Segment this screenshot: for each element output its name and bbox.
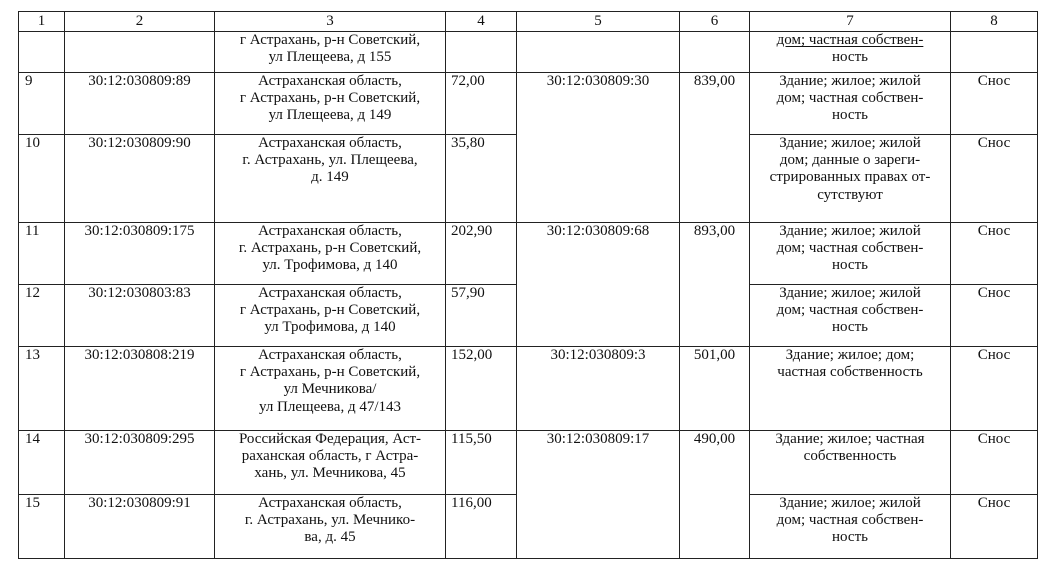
parcel-number-cell <box>517 32 680 73</box>
table-row <box>19 73 1038 135</box>
action-cell <box>951 32 1038 73</box>
address-line: Астраханская область, <box>258 495 402 511</box>
description-line: ность <box>832 49 868 66</box>
building-area-cell: 152,00 <box>446 347 517 431</box>
description-cell <box>750 73 951 135</box>
parcel-area-cell: 893,00 <box>680 223 750 347</box>
row-number-cell <box>19 32 65 73</box>
action-cell: Снос <box>951 431 1038 495</box>
address-line: раханская область, г Астра- <box>241 448 419 465</box>
building-area-cell: 202,90 <box>446 223 517 285</box>
description-line: ность <box>832 529 868 546</box>
header-cell: 8 <box>951 12 1038 32</box>
header-cell: 7 <box>750 12 951 32</box>
cadastral-number-cell: 30:12:030809:175 <box>65 223 215 285</box>
description-line: дом; частная собствен- <box>776 512 924 529</box>
description-cell <box>750 495 951 559</box>
address-line: ул Трофимова, д 140 <box>264 319 396 336</box>
address-cell <box>215 347 446 431</box>
description-line: Здание; жилое; жилой <box>779 285 921 301</box>
buildings-table <box>18 11 1038 559</box>
row-number-cell: 10 <box>19 135 65 223</box>
description-line: Здание; жилое; дом; <box>785 347 915 363</box>
address-line: Астраханская область, <box>258 347 402 363</box>
address-cell <box>215 285 446 347</box>
header-cell: 6 <box>680 12 750 32</box>
address-line: хань, ул. Мечникова, 45 <box>254 465 406 482</box>
address-cell <box>215 32 446 73</box>
header-row <box>19 12 1038 32</box>
address-line: Астраханская область, <box>258 223 402 239</box>
row-number-cell: 9 <box>19 73 65 135</box>
cadastral-number-cell: 30:12:030809:90 <box>65 135 215 223</box>
address-line: ул Мечникова/ <box>283 381 377 398</box>
parcel-area-cell: 501,00 <box>680 347 750 431</box>
action-cell: Снос <box>951 347 1038 431</box>
address-line: г. Астрахань, ул. Плещеева, <box>242 152 418 169</box>
building-area-cell: 35,80 <box>446 135 517 223</box>
description-cell <box>750 285 951 347</box>
header-cell: 1 <box>19 12 65 32</box>
description-line: собственность <box>803 448 897 465</box>
description-cell <box>750 135 951 223</box>
description-line: стрированных правах от- <box>769 169 931 186</box>
row-number-cell: 14 <box>19 431 65 495</box>
cadastral-number-cell: 30:12:030809:91 <box>65 495 215 559</box>
building-area-cell <box>446 32 517 73</box>
parcel-number-cell: 30:12:030809:68 <box>517 223 680 347</box>
parcel-area-cell <box>680 32 750 73</box>
address-line: ул. Трофимова, д 140 <box>262 257 398 274</box>
description-line: Здание; жилое; жилой <box>779 73 921 89</box>
header-cell: 5 <box>517 12 680 32</box>
address-line: г Астрахань, р-н Советский, <box>239 32 421 48</box>
description-line: дом; данные о зареги- <box>779 152 921 169</box>
row-number-cell: 15 <box>19 495 65 559</box>
address-line: ул Плещеева, д 149 <box>268 107 392 124</box>
row-number-cell: 12 <box>19 285 65 347</box>
header-cell: 4 <box>446 12 517 32</box>
address-line: Астраханская область, <box>258 73 402 89</box>
address-line: Астраханская область, <box>258 135 402 151</box>
description-line: Здание; жилое; частная <box>775 431 925 447</box>
address-line: г. Астрахань, ул. Мечнико- <box>244 512 416 529</box>
action-cell: Снос <box>951 223 1038 285</box>
table-row <box>19 347 1038 431</box>
header-cell: 3 <box>215 12 446 32</box>
description-line: Здание; жилое; жилой <box>779 223 921 239</box>
cadastral-number-cell <box>65 32 215 73</box>
address-line: г. Астрахань, р-н Советский, <box>238 240 422 257</box>
description-line: дом; частная собствен- <box>776 32 924 48</box>
description-line: дом; частная собствен- <box>776 90 924 107</box>
cadastral-number-cell: 30:12:030809:89 <box>65 73 215 135</box>
building-area-cell: 116,00 <box>446 495 517 559</box>
cadastral-number-cell: 30:12:030808:219 <box>65 347 215 431</box>
table-row <box>19 431 1038 495</box>
description-line: частная собственность <box>777 364 923 381</box>
description-line: ность <box>832 107 868 124</box>
address-line: Российская Федерация, Аст- <box>238 431 422 447</box>
parcel-number-cell: 30:12:030809:17 <box>517 431 680 559</box>
address-line: Астраханская область, <box>258 285 402 301</box>
row-number-cell: 13 <box>19 347 65 431</box>
description-line: сутствуют <box>817 186 883 203</box>
cadastral-number-cell: 30:12:030809:295 <box>65 431 215 495</box>
action-cell: Снос <box>951 495 1038 559</box>
address-line: ул Плещеева, д 47/143 <box>258 398 401 415</box>
address-cell <box>215 495 446 559</box>
building-area-cell: 72,00 <box>446 73 517 135</box>
action-cell: Снос <box>951 73 1038 135</box>
description-line: ность <box>832 257 868 274</box>
parcel-number-cell: 30:12:030809:30 <box>517 73 680 223</box>
description-cell <box>750 431 951 495</box>
row-number-cell: 11 <box>19 223 65 285</box>
parcel-area-cell: 490,00 <box>680 431 750 559</box>
address-line: д. 149 <box>311 169 349 186</box>
address-line: г Астрахань, р-н Советский, <box>239 90 421 107</box>
description-cell <box>750 347 951 431</box>
table-row <box>19 32 1038 73</box>
table-row <box>19 223 1038 285</box>
description-line: дом; частная собствен- <box>776 302 924 319</box>
building-area-cell: 57,90 <box>446 285 517 347</box>
description-line: дом; частная собствен- <box>776 240 924 257</box>
address-line: г Астрахань, р-н Советский, <box>239 302 421 319</box>
address-cell <box>215 431 446 495</box>
address-line: ва, д. 45 <box>304 529 356 546</box>
parcel-number-cell: 30:12:030809:3 <box>517 347 680 431</box>
building-area-cell: 115,50 <box>446 431 517 495</box>
description-cell <box>750 32 951 73</box>
cadastral-number-cell: 30:12:030803:83 <box>65 285 215 347</box>
description-line: ность <box>832 319 868 336</box>
address-line: г Астрахань, р-н Советский, <box>239 364 421 381</box>
action-cell: Снос <box>951 135 1038 223</box>
address-cell <box>215 223 446 285</box>
description-line: Здание; жилое; жилой <box>779 495 921 511</box>
address-line: ул Плещеева, д 155 <box>268 49 392 66</box>
address-cell <box>215 73 446 135</box>
address-cell <box>215 135 446 223</box>
parcel-area-cell: 839,00 <box>680 73 750 223</box>
header-cell: 2 <box>65 12 215 32</box>
action-cell: Снос <box>951 285 1038 347</box>
description-line: Здание; жилое; жилой <box>779 135 921 151</box>
description-cell <box>750 223 951 285</box>
